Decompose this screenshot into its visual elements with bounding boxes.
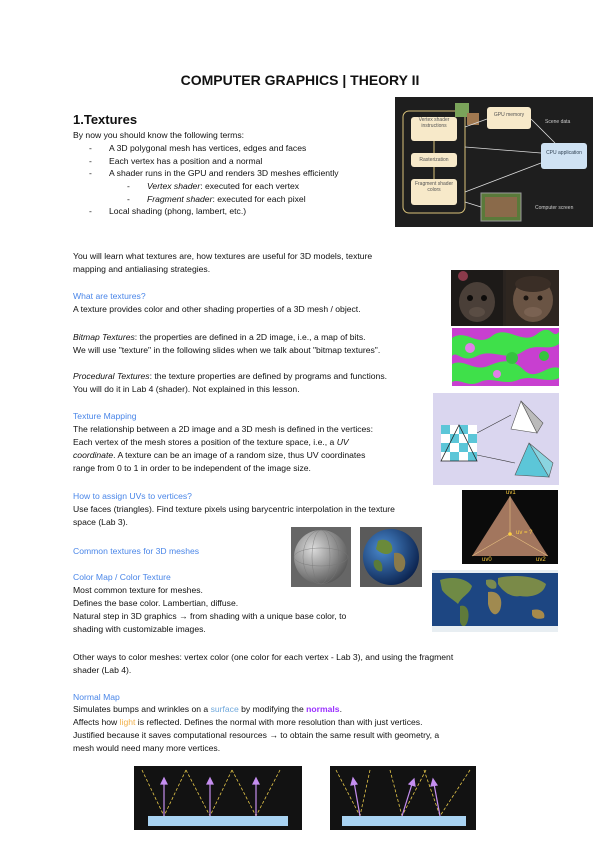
other-ways-line: shader (Lab 4). (73, 665, 132, 675)
texture-mapping-heading: Texture Mapping (73, 411, 137, 421)
uv1-label: uv1 (506, 490, 516, 496)
terms-list (89, 142, 389, 218)
procedural-textures-line: You will do it in Lab 4 (shader). Not explained in this lesson. (73, 384, 300, 394)
assign-uvs-heading: How to assign UVs to vertices? (73, 491, 192, 501)
scene-data-label: Scene data (545, 119, 571, 125)
overview-line: You will learn what textures are, how textures are useful for 3D models, texture (73, 251, 373, 261)
common-textures-heading: Common textures for 3D meshes (73, 546, 200, 556)
procedural-textures-line: Procedural Textures: the texture properties are defined by programs and functions. (73, 371, 388, 381)
uv0-label: uv0 (482, 557, 492, 563)
normal-map-line: Affects how light is reflected. Defines the normal with more resolution than with just vertices. (73, 717, 423, 727)
list-item: - Each vertex has a position and a normal (89, 155, 263, 166)
texture-mapping-line: The relationship between a 2D image and a 3D mesh is defined in the vertices: (73, 424, 373, 434)
color-map-heading: Color Map / Color Texture (73, 572, 171, 582)
texture-faces-image (451, 270, 559, 326)
intro-text: By now you should know the following terms: (73, 130, 245, 140)
list-item: - A shader runs in the GPU and renders 3D meshes efficiently (89, 168, 339, 179)
bitmap-textures-line: We will use "texture" in the following slides when we talk about "bitmap textures". (73, 345, 381, 355)
list-item: - A 3D polygonal mesh has vertices, edges and faces (89, 143, 307, 153)
overview-line: mapping and antialiasing strategies. (73, 264, 211, 274)
color-map-line: Natural step in 3D graphics → from shading with a unique base color, to (73, 611, 347, 621)
world-map-image (432, 570, 558, 632)
computer-screen-label: Computer screen (535, 205, 574, 211)
grey-sphere-image (291, 527, 351, 587)
uv-mapping-diagram (433, 393, 559, 485)
page-title: COMPUTER GRAPHICS | THEORY II (180, 72, 420, 88)
what-are-textures-text: A texture provides color and other shading properties of a 3D mesh / object. (73, 304, 361, 314)
uv-unknown-label: uv = ? (516, 530, 533, 536)
rasterization-label: Rasterization (419, 157, 449, 163)
normal-map-line: Simulates bumps and wrinkles on a surface by modifying the normals. (73, 704, 342, 714)
gpu-pipeline-diagram (395, 97, 593, 227)
flat-normals-diagram (134, 766, 302, 830)
vertex-shader-label: Vertex shader instructions (418, 117, 450, 129)
fragment-shader-label: Fragment shader colors (414, 181, 454, 193)
assign-uvs-line: space (Lab 3). (73, 517, 128, 527)
texture-mapping-line: coordinate. A texture can be an image of a random size, thus UV coordinates (73, 450, 366, 460)
perturbed-normals-diagram (330, 766, 476, 830)
list-item: - Local shading (phong, lambert, etc.) (89, 206, 247, 217)
list-item: - Fragment shader: executed for each pixel (127, 193, 306, 204)
texture-mapping-line: Each vertex of the mesh stores a position of the texture space, i.e., a UV (73, 437, 349, 447)
list-item: - Vertex shader: executed for each vertex (127, 181, 300, 192)
texture-mapping-line: range from 0 to 1 in order to be independent of the image size. (73, 463, 311, 473)
procedural-texture-image (452, 328, 559, 386)
color-map-line: Defines the base color. Lambertian, diffuse. (73, 598, 239, 608)
uv2-label: uv2 (536, 557, 546, 563)
other-ways-line: Other ways to color meshes: vertex color (one color for each vertex - Lab 3), and using the fragment (73, 652, 454, 662)
color-map-line: shading with customizable images. (73, 624, 206, 634)
earth-sphere-image (360, 527, 422, 587)
what-are-textures-heading: What are textures? (73, 291, 146, 301)
normal-map-line: Justified because it saves computational resources → to obtain the same result with geometry, a (73, 730, 440, 740)
cpu-application-label: CPU application (546, 150, 582, 156)
bitmap-textures-line: Bitmap Textures: the properties are defined in a 2D image, i.e., a map of bits. (73, 332, 366, 342)
section-heading-textures: 1.Textures (73, 112, 138, 127)
color-map-line: Most common texture for meshes. (73, 585, 203, 595)
gpu-memory-label: GPU memory (493, 112, 525, 118)
normal-map-line: mesh would need many more vertices. (73, 743, 221, 753)
barycentric-triangle-image (462, 490, 558, 564)
assign-uvs-line: Use faces (triangles). Find texture pixels using barycentric interpolation in the texture (73, 504, 395, 514)
normal-map-heading: Normal Map (73, 692, 120, 702)
